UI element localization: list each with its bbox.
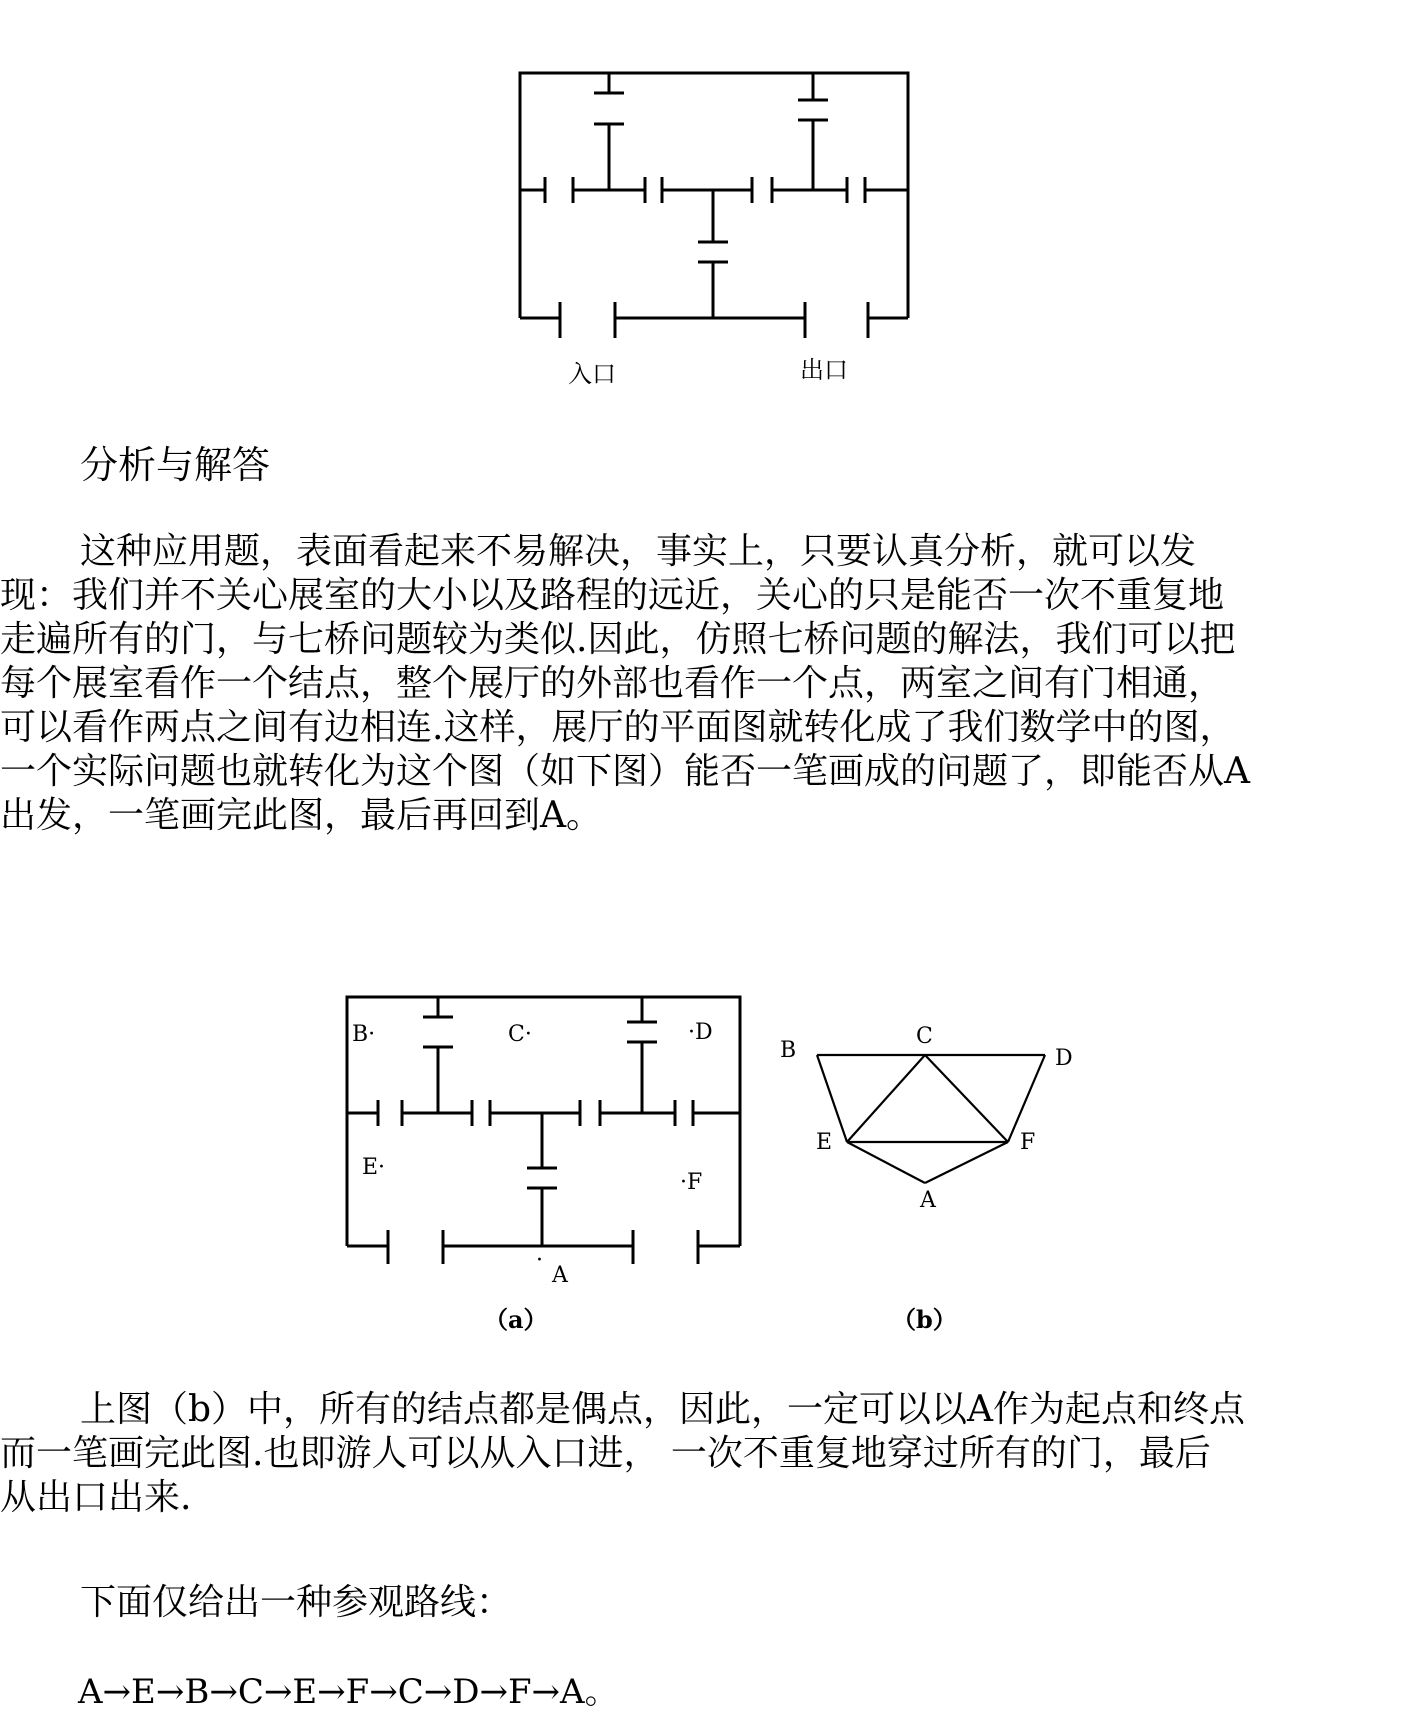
paragraph-line: 上图（b）中，所有的结点都是偶点，因此，一定可以以A作为起点和终点 bbox=[80, 1389, 1246, 1430]
edge-F-A bbox=[925, 1142, 1008, 1183]
graph-node-C: C bbox=[916, 1024, 933, 1049]
outside-dot-A: · bbox=[536, 1248, 543, 1273]
figure-a-caption: （a） bbox=[484, 1305, 548, 1334]
route-intro: 下面仅给出一种参观路线： bbox=[80, 1582, 513, 1623]
paragraph-line: 出发，一笔画完此图，最后再回到A。 bbox=[0, 795, 602, 836]
graph-node-E: E bbox=[816, 1130, 833, 1155]
route-sequence: A→E→B→C→E→F→C→D→F→A。 bbox=[78, 1672, 619, 1712]
paragraph-line: 可以看作两点之间有边相连.这样，展厅的平面图就转化成了我们数学中的图， bbox=[0, 707, 1236, 748]
edge-C-F bbox=[925, 1055, 1008, 1142]
conclusion-paragraph bbox=[0, 1388, 1428, 1520]
edge-B-E bbox=[817, 1055, 847, 1142]
outside-label-A: A bbox=[552, 1263, 568, 1288]
figure-b-caption: （b） bbox=[892, 1305, 957, 1334]
edge-E-A bbox=[847, 1142, 925, 1183]
edge-E-C bbox=[847, 1055, 925, 1142]
room-label-E: E· bbox=[362, 1155, 386, 1180]
graph-node-D: D bbox=[1055, 1046, 1073, 1071]
graph-node-F: F bbox=[1020, 1130, 1036, 1155]
room-label-F: ·F bbox=[680, 1170, 703, 1195]
edge-D-F bbox=[1008, 1055, 1045, 1142]
room-label-B: B· bbox=[352, 1022, 376, 1047]
paragraph-line: 从出口出来. bbox=[0, 1477, 192, 1518]
exit-label: 出口 bbox=[800, 356, 848, 384]
paragraph-line: 一个实际问题也就转化为这个图（如下图）能否一笔画成的问题了，即能否从A bbox=[0, 751, 1250, 792]
paragraph-line: 每个展室看作一个结点，整个展厅的外部也看作一个点，两室之间有门相通， bbox=[0, 663, 1225, 704]
room-label-D: ·D bbox=[688, 1020, 713, 1045]
paragraph-line: 这种应用题，表面看起来不易解决，事实上，只要认真分析，就可以发 bbox=[80, 531, 1197, 572]
entrance-label: 入口 bbox=[568, 360, 616, 388]
paragraph-line: 而一笔画完此图.也即游人可以从入口进， 一次不重复地穿过所有的门，最后 bbox=[0, 1433, 1211, 1474]
room-label-C: C· bbox=[508, 1022, 532, 1047]
paragraph-line: 现：我们并不关心展室的大小以及路程的远近，关心的只是能否一次不重复地 bbox=[0, 575, 1225, 616]
analysis-paragraph bbox=[0, 530, 1428, 838]
paragraph-line: 走遍所有的门，与七桥问题较为类似.因此，仿照七桥问题的解法，我们可以把 bbox=[0, 619, 1236, 660]
graph-node-B: B bbox=[780, 1038, 797, 1063]
section-heading: 分析与解答 bbox=[80, 443, 271, 487]
graph-node-A: A bbox=[920, 1188, 936, 1213]
